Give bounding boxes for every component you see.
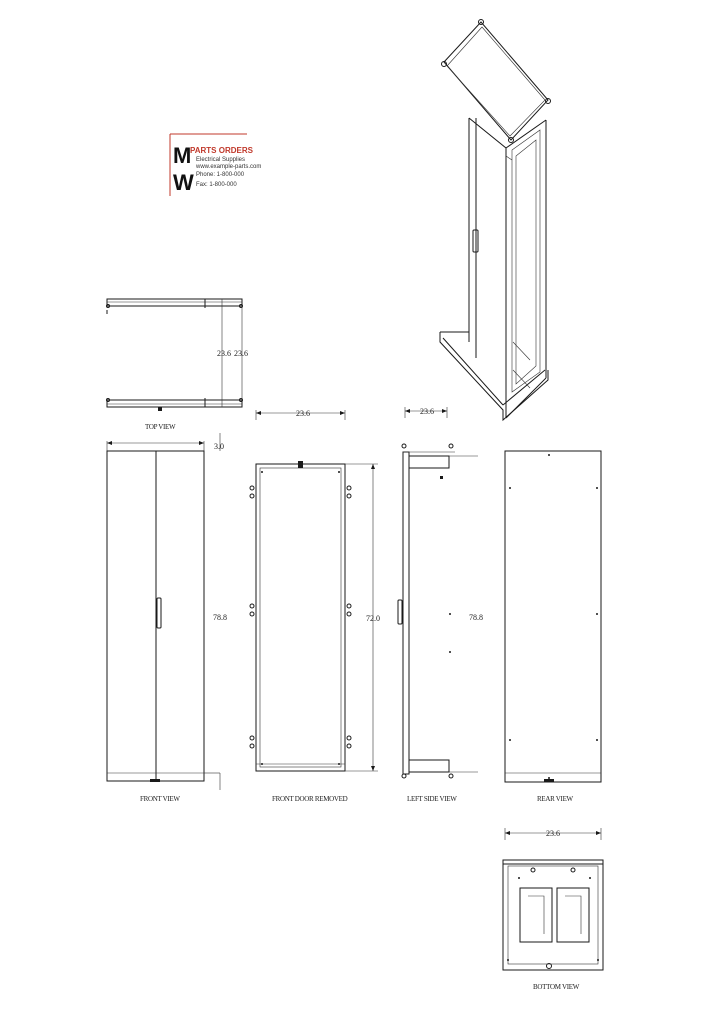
brand-line-5: Fax: 1-800-000 xyxy=(196,182,237,188)
top-view-depth-dim: 23.6 xyxy=(217,349,231,358)
side-depth-dim: 23.6 xyxy=(420,407,434,416)
rear-view-label: REAR VIEW xyxy=(537,795,573,803)
brand-line-4: Phone: 1-800-000 xyxy=(196,172,245,178)
rear-view xyxy=(505,451,601,803)
front-view-label: FRONT VIEW xyxy=(140,795,180,803)
left-side-view xyxy=(398,407,483,803)
front-door-removed-view xyxy=(250,409,380,803)
side-height-dim: 78.8 xyxy=(469,613,483,622)
isometric-view xyxy=(440,20,551,421)
top-view-depth-dim-right: 23.6 xyxy=(234,349,248,358)
top-view-label: TOP VIEW xyxy=(145,423,176,431)
bottom-view-label: BOTTOM VIEW xyxy=(533,983,580,991)
top-view xyxy=(107,299,249,431)
brand-line-2: Electrical Supplies xyxy=(196,157,246,163)
brand-line-3: www.example-parts.com xyxy=(196,164,262,170)
door-removed-height-dim: 72.0 xyxy=(366,614,380,623)
front-view-height-dim: 78.8 xyxy=(213,613,227,622)
bottom-view xyxy=(503,828,603,991)
bottom-width-dim: 23.6 xyxy=(546,829,560,838)
front-door-removed-label: FRONT DOOR REMOVED xyxy=(272,795,348,803)
brand-title: PARTS ORDERS xyxy=(190,146,253,155)
door-removed-width-dim: 23.6 xyxy=(296,409,310,418)
left-side-view-label: LEFT SIDE VIEW xyxy=(407,795,457,803)
svg-text:W: W xyxy=(173,170,194,195)
svg-text:M: M xyxy=(173,143,192,168)
front-view-top-dim: 3.0 xyxy=(214,442,224,451)
front-view xyxy=(107,433,227,803)
logo-block xyxy=(170,134,261,196)
